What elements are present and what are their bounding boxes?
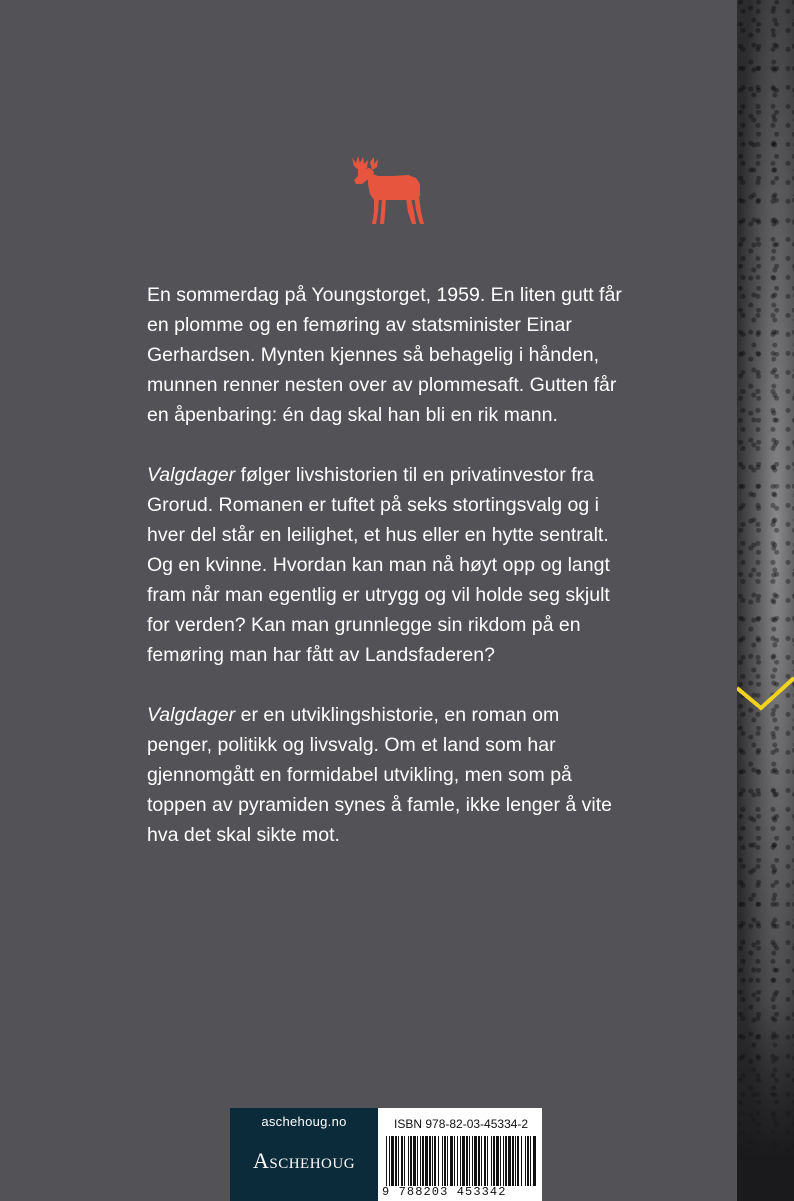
barcode-bar (508, 1136, 511, 1186)
book-title: Valgdager (147, 704, 236, 726)
barcode-bar (493, 1136, 495, 1186)
publisher-box (230, 1108, 378, 1201)
barcode-bar (434, 1136, 436, 1186)
barcode-bar (469, 1136, 470, 1186)
barcode-bar (512, 1136, 514, 1186)
barcode-digits: 9 788203 453342 (382, 1185, 507, 1199)
barcode-bar (527, 1136, 529, 1186)
barcode-bar (389, 1136, 390, 1186)
barcode-bar (525, 1136, 526, 1186)
barcode-bar (521, 1136, 522, 1186)
front-cover-edge (737, 0, 794, 1201)
barcode-bar (408, 1136, 409, 1186)
barcode-bar (444, 1136, 446, 1186)
blurb-paragraph-2 (147, 460, 627, 670)
blurb-paragraph-3-text: er en utviklingshistorie, en roman om penger, politikk og livsvalg. Om et land som har gjennomgått en formidabel utvikling, men som på toppen av pyramiden synes å famle, ikke lenger å vite hva det skal sikte mot. (147, 704, 613, 846)
barcode-bar (432, 1136, 433, 1186)
barcode-bar (533, 1136, 536, 1186)
barcode-bar (462, 1136, 465, 1186)
isbn-label: ISBN 978-82-03-45334-2 (394, 1117, 529, 1131)
barcode-bar (487, 1136, 488, 1186)
barcode-bar (450, 1136, 453, 1186)
barcode-bar (386, 1136, 387, 1186)
barcode-bar (500, 1136, 501, 1186)
barcode-bar (517, 1136, 519, 1186)
barcode (384, 1136, 536, 1186)
publisher-logo: Aschehoug (252, 1148, 356, 1173)
barcode-bar (417, 1136, 418, 1186)
barcode-bar (425, 1136, 428, 1186)
book-title: Valgdager (147, 464, 236, 486)
barcode-bar (491, 1136, 492, 1186)
publisher-url[interactable]: aschehoug.no (261, 1114, 347, 1129)
barcode-bar (442, 1136, 443, 1186)
dark-gradient (737, 1001, 794, 1201)
blurb-paragraph-3 (147, 700, 627, 850)
barcode-bar (503, 1136, 504, 1186)
barcode-bar (530, 1136, 531, 1186)
barcode-bar (391, 1136, 394, 1186)
barcode-bar (410, 1136, 412, 1186)
barcode-bar (422, 1136, 424, 1186)
moose-icon (348, 154, 426, 226)
barcode-bar (474, 1136, 477, 1186)
barcode-bar (398, 1136, 399, 1186)
barcode-bar (401, 1136, 403, 1186)
barcode-bar (413, 1136, 416, 1186)
barcode-bar (447, 1136, 448, 1186)
barcode-bar (472, 1136, 473, 1186)
barcode-bar (460, 1136, 461, 1186)
barcode-bar (454, 1136, 455, 1186)
yellow-chevron-mark (737, 670, 794, 720)
barcode-bar (496, 1136, 499, 1186)
blurb-paragraph-2-text: følger livshistorien til en privatinvestor fra Grorud. Romanen er tuftet på seks stortingsvalg og i hver del står en leilighet, et hus eller en hytte sentralt. Og en kvinne. Hvordan kan man nå høyt opp og langt fram når man egentlig er utrygg og vil holde seg skjult for verden? Kan man grunnlegge sin rikdom på en femøring man har fått av Landsfaderen? (147, 464, 610, 666)
barcode-bar (429, 1136, 431, 1186)
barcode-bar (466, 1136, 468, 1186)
barcode-bar (457, 1136, 458, 1186)
blurb-text (147, 280, 627, 880)
barcode-bar (420, 1136, 421, 1186)
barcode-bar (515, 1136, 516, 1186)
barcode-bar (481, 1136, 482, 1186)
isbn-barcode-box (378, 1108, 542, 1201)
blurb-paragraph-1: En sommerdag på Youngstorget, 1959. En liten gutt får en plomme og en femøring av statsminister Einar Gerhardsen. Mynten kjennes så behagelig i hånden, munnen renner nesten over av plommesaft. Gutten får en åpenbaring: én dag skal han bli en rik mann. (147, 284, 622, 426)
barcode-bar (484, 1136, 486, 1186)
barcode-bar (404, 1136, 405, 1186)
barcode-bar (505, 1136, 507, 1186)
barcode-bar (478, 1136, 480, 1186)
barcode-bar (395, 1136, 397, 1186)
barcode-bar (438, 1136, 439, 1186)
